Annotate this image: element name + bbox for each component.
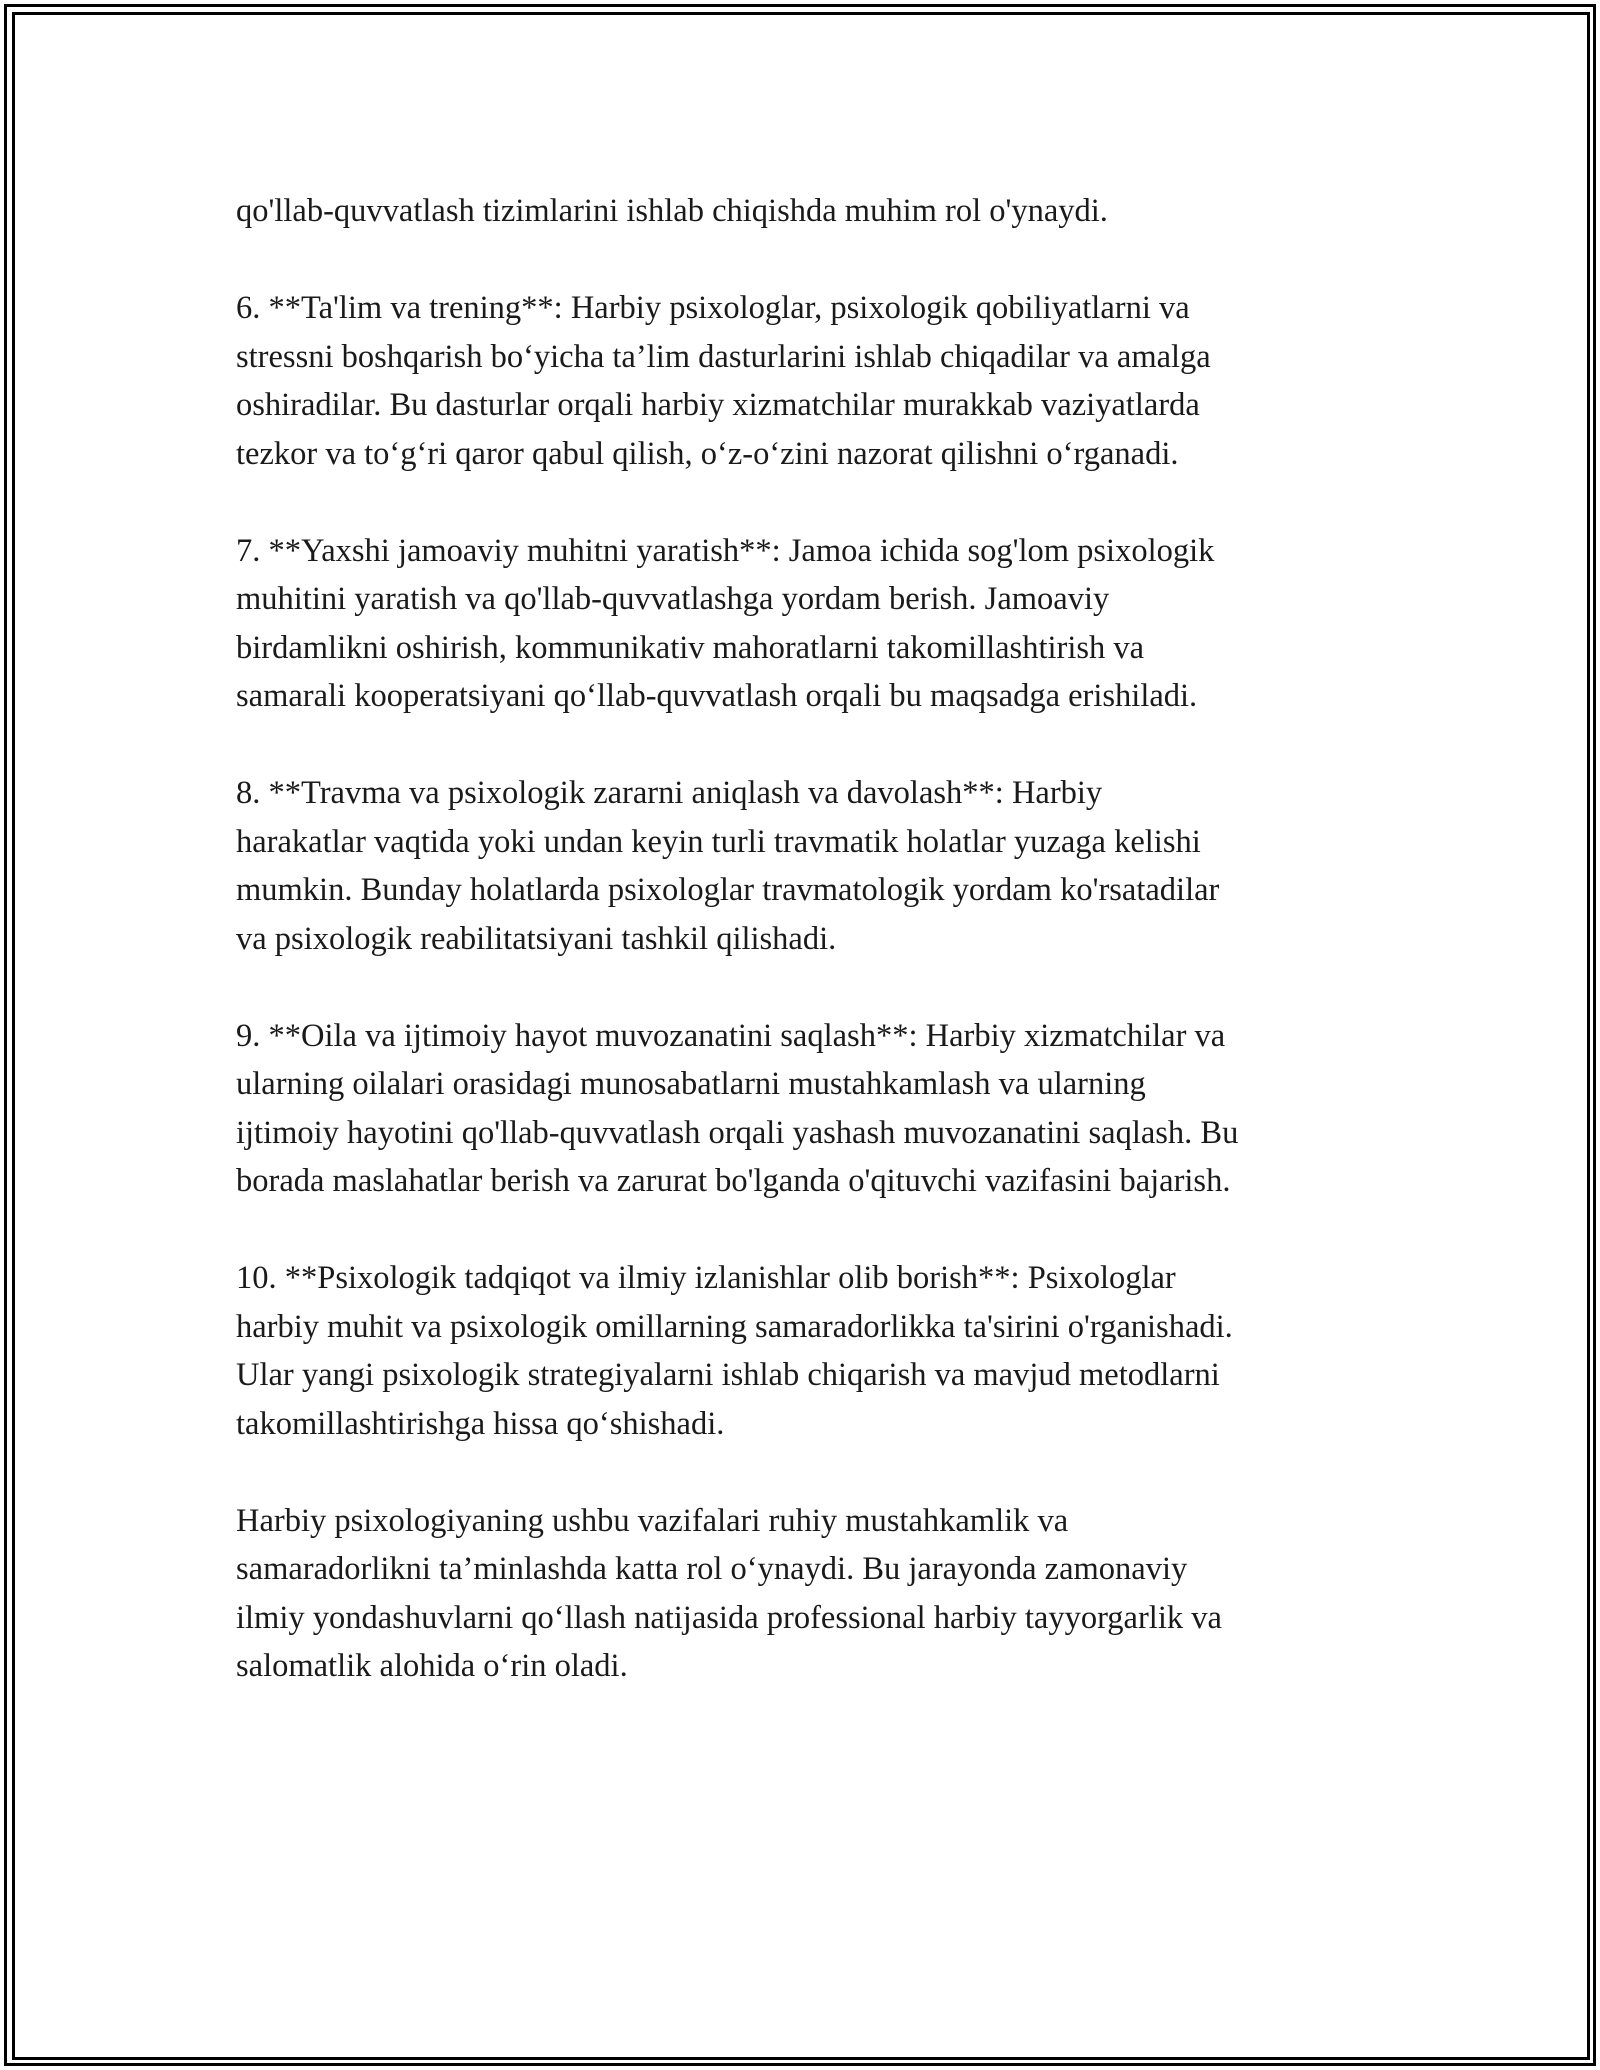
text-line: tezkor va to‘g‘ri qaror qabul qilish, o‘z-o‘zini nazorat qilishni o‘rganadi. [236, 435, 1179, 472]
text-line: harbiy muhit va psixologik omillarning samaradorlikka ta'sirini o'rganishadi. [236, 1308, 1233, 1345]
document-body [236, 187, 1396, 1691]
text-line: ijtimoiy hayotini qo'llab-quvvatlash orqali yashash muvozanatini saqlash. Bu [236, 1114, 1239, 1151]
paragraph-item-10 [236, 1254, 1396, 1448]
text-line: mumkin. Bunday holatlarda psixologlar travmatologik yordam ko'rsatadilar [236, 872, 1220, 908]
text-line: takomillashtirishga hissa qo‘shishadi. [236, 1405, 725, 1442]
text-line: samarali kooperatsiyani qo‘llab-quvvatlash orqali bu maqsadga erishiladi. [236, 678, 1198, 714]
paragraph-item-9 [236, 1012, 1396, 1206]
text-line: 6. **Ta'lim va trening**: Harbiy psixologlar, psixologik qobiliyatlarni va [236, 290, 1190, 326]
text-line: salomatlik alohida o‘rin oladi. [236, 1648, 628, 1684]
paragraph-conclusion [236, 1497, 1396, 1691]
text-line: samaradorlikni ta’minlashda katta rol o‘ynaydi. Bu jarayonda zamonaviy [236, 1551, 1188, 1587]
text-line: 9. **Oila va ijtimoiy hayot muvozanatini saqlash**: Harbiy xizmatchilar va [236, 1017, 1226, 1054]
text-line: muhitini yaratish va qo'llab-quvvatlashga yordam berish. Jamoaviy [236, 581, 1110, 617]
text-line: borada maslahatlar berish va zarurat bo'lganda o'qituvchi vazifasini bajarish. [236, 1163, 1231, 1199]
text-line: harakatlar vaqtida yoki undan keyin turli travmatik holatlar yuzaga kelishi [236, 823, 1201, 860]
text-line: ularning oilalari orasidagi munosabatlarni mustahkamlash va ularning [236, 1066, 1146, 1102]
paragraph-item-8 [236, 769, 1396, 963]
text-line: Ular yangi psixologik strategiyalarni ishlab chiqarish va mavjud metodlarni [236, 1357, 1220, 1393]
text-line: ilmiy yondashuvlarni qo‘llash natijasida professional harbiy tayyorgarlik va [236, 1599, 1222, 1636]
text-line: 10. **Psixologik tadqiqot va ilmiy izlanishlar olib borish**: Psixologlar [236, 1260, 1176, 1296]
text-line: 7. **Yaxshi jamoaviy muhitni yaratish**: Jamoa ichida sog'lom psixologik [236, 532, 1215, 569]
text-line: 8. **Travma va psixologik zararni aniqlash va davolash**: Harbiy [236, 775, 1103, 811]
paragraph-item-6 [236, 284, 1396, 478]
text-line: va psixologik reabilitatsiyani tashkil qilishadi. [236, 920, 837, 957]
text-line: qo'llab-quvvatlash tizimlarini ishlab chiqishda muhim rol o'ynaydi. [236, 193, 1108, 229]
text-line: Harbiy psixologiyaning ushbu vazifalari ruhiy mustahkamlik va [236, 1502, 1069, 1539]
paragraph-continuation [236, 187, 1396, 236]
text-line: stressni boshqarish bo‘yicha ta’lim dasturlarini ishlab chiqadilar va amalga [236, 338, 1211, 375]
text-line: birdamlikni oshirish, kommunikativ mahoratlarni takomillashtirish va [236, 629, 1145, 666]
text-line: oshiradilar. Bu dasturlar orqali harbiy xizmatchilar murakkab vaziyatlarda [236, 387, 1200, 423]
paragraph-item-7 [236, 527, 1396, 721]
